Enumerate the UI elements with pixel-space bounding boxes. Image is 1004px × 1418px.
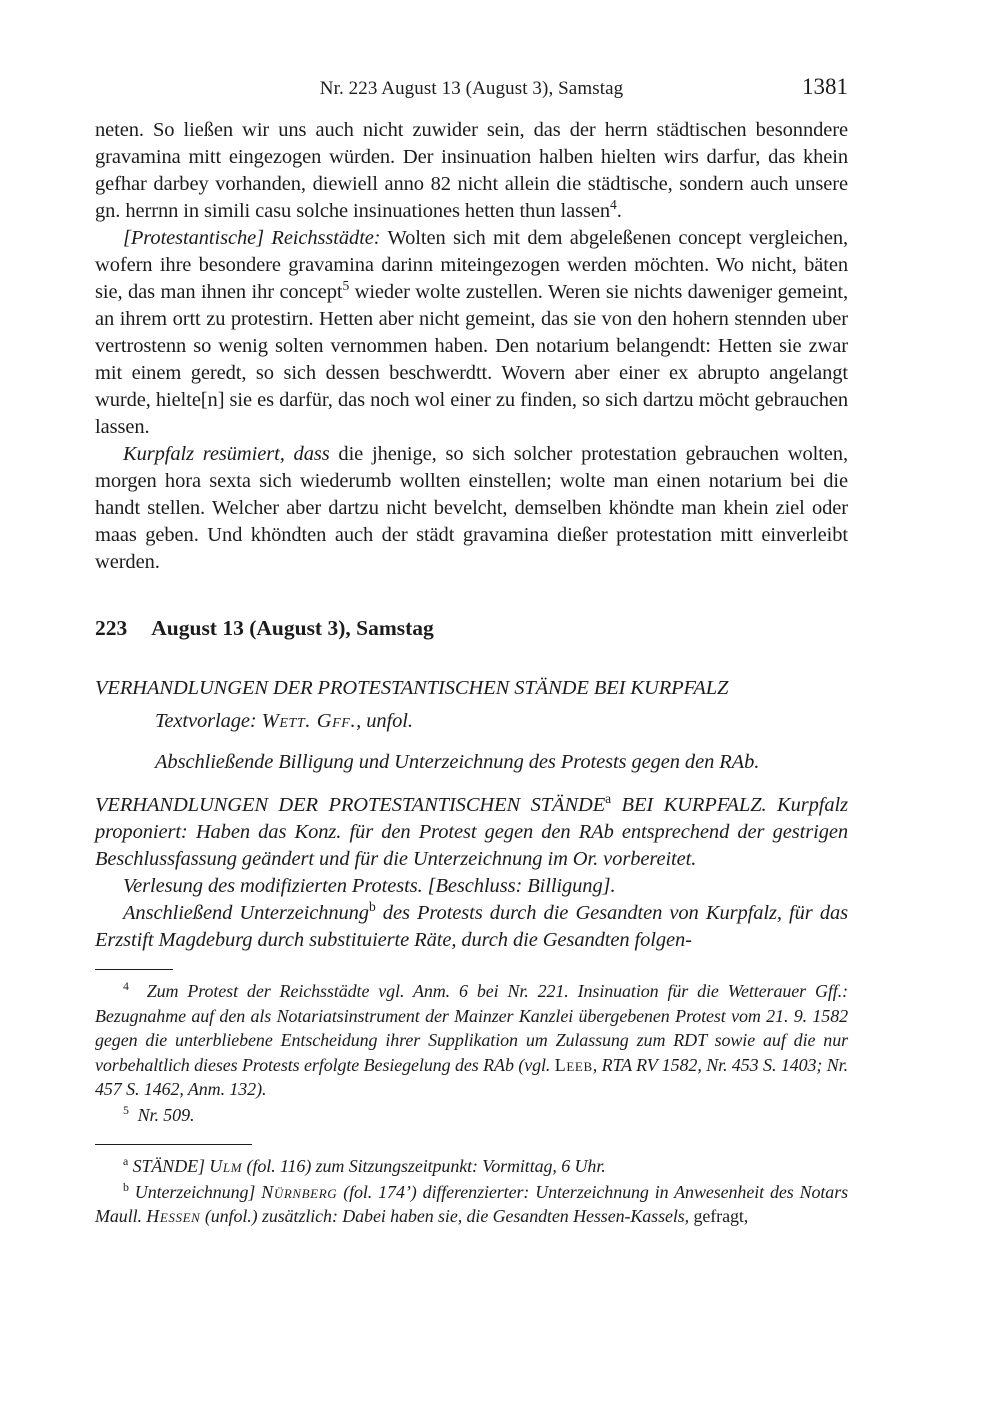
text-block <box>95 0 848 1229</box>
footnote-divider <box>95 969 173 970</box>
entry-descriptor <box>95 675 848 776</box>
entry-title: August 13 (August 3), Samstag <box>151 616 434 640</box>
variants-divider <box>95 1144 252 1145</box>
running-title: Nr. 223 August 13 (August 3), Samstag <box>319 78 624 99</box>
main-transcription <box>95 117 848 576</box>
body-paragraph: neten. So ließen wir uns auch nicht zuwider sein, das der herrn städtischen besonndere gravamina mitt eingezogen würden. Der insinuation halben hielten wirs darfur, das khein gefhar darbey vorhanden, diewiell anno 82 nicht allein die städtische, sondern auch unsere gn. herrnn in simili casu solche insinuationes hetten thun lassen$^4$. <box>95 119 848 222</box>
footnote-numbered: $^4$ Zum Protest der Reichsstädte vgl. Anm. 6 bei Nr. 221. Insinuation für die Wetterauer Gff.: Bezugnahme auf den als Notariatsinstrument der Mainzer Kanzlei übergebenen Protest vom 21. 9. 1582 gegen die unterbliebene Entscheidung ihrer Supplikation um Zulassung zum RDT sowie auf die nur vorbehaltlich dieses Protests erfolgte Besiegelung des RAb (vgl. Leeb, RTA RV 1582, Nr. 453 S. 1403; Nr. 457 S. 1462, Anm. 132). <box>95 979 848 1099</box>
entry-number: 223 <box>95 616 128 640</box>
descriptor-source: Textvorlage: Wett. Gff., unfol. <box>155 710 413 732</box>
descriptor-title: VERHANDLUNGEN DER PROTESTANTISCHEN STÄNDE BEI KURPFALZ <box>95 677 729 699</box>
page-header <box>95 74 848 104</box>
footnote-apparatus <box>95 969 848 1229</box>
protocol-paragraph: Anschließend Unterzeichnung$^b$ des Protests durch die Gesandten von Kurpfalz, für das Erzstift Magdeburg durch substituierte Räte, durch die Gesandten folgen- <box>95 899 849 951</box>
descriptor-summary: Abschließende Billigung und Unterzeichnung des Protests gegen den RAb. <box>155 751 760 773</box>
entry-heading <box>95 616 848 641</box>
body-paragraph: Kurpfalz resümiert, dass die jhenige, so sich solcher protestation gebrauchen wolten, morgen hora sexta sich wiederumb wollten einstellen; wolte man einen notarium bei die handt stellen. Welcher aber dartzu nicht bevelcht, demselben khöndte man khein ziel oder maas geben. Und khöndten auch der städt gravamina dießer protestation mitt einverleibt werden. <box>95 443 848 573</box>
protocol-paragraph: Verlesung des modifizierten Protests. [Beschluss: Billigung]. <box>123 875 616 897</box>
page-number: 1381 <box>802 74 848 99</box>
footnote-numbered: $^5$ Nr. 509. <box>123 1102 195 1125</box>
footnote-lettered: $^b$ Unterzeichnung] Nürnberg (fol. 174’) differenzierter: Unterzeichnung in Anwesenheit des Notars Maull. Hessen (unfol.) zusätzlich: Dabei haben sie, die Gesandten Hessen-Kassels, gefragt, <box>95 1179 849 1226</box>
footnote-lettered: $^a$ STÄNDE] Ulm (fol. 116) zum Sitzungszeitpunkt: Vormittag, 6 Uhr. <box>123 1154 606 1176</box>
protocol-summary <box>95 792 848 954</box>
body-paragraph: [Protestantische] Reichsstädte: Wolten sich mit dem abgeleßenen concept vergleichen, wofern ihre besondere gravamina darinn miteingezogen werden möchten. Wo nicht, bäten sie, das man ihnen ihr concept$^5$ wieder wolte zustellen. Weren sie nichts daweniger gemeint, an ihrem ortt zu protestirn. Hetten aber nicht gemeint, das sie von den hohern stennden uber vertrostenn so wenig solten vernommen haben. Den notarium belangendt: Hetten sie zwar mit einem geredt, so sich dessen beschwerdtt. Wovern aber einer ex abrupto angelangt wurde, hielte[n] sie es darfür, das noch wol einer zu finden, so sich dartzu möcht gebrauchen lassen. <box>95 227 848 438</box>
protocol-paragraph: VERHANDLUNGEN DER PROTESTANTISCHEN STÄNDE$^a$ BEI KURPFALZ. Kurpfalz proponiert: Haben das Konz. für den Protest gegen den RAb entsprechend der gestrigen Beschlussfassung geändert und für die Unterzeichnung im Or. vorbereitet. <box>95 791 848 870</box>
